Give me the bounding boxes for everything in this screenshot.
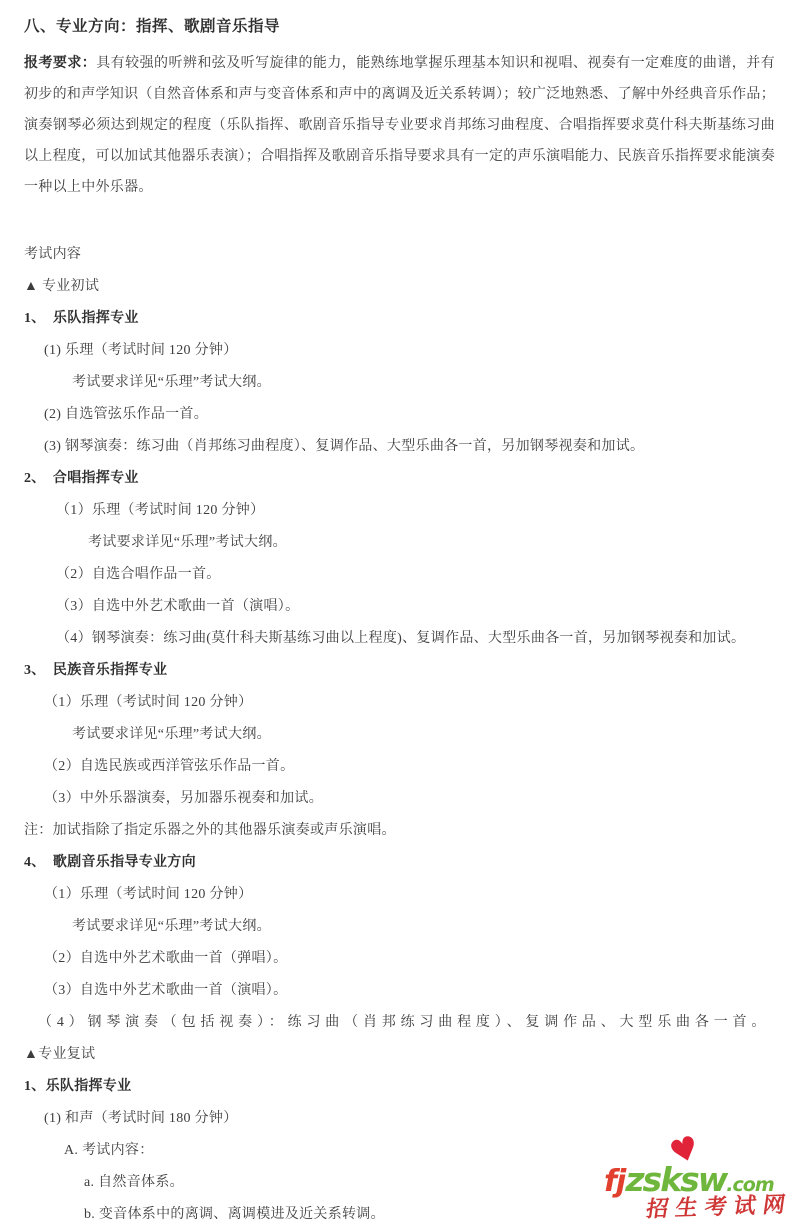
item: A. 考试内容：	[64, 1143, 154, 1158]
item: （2）自选中外艺术歌曲一首（弹唱）。	[44, 951, 288, 966]
heart-icon: ♥	[664, 1127, 704, 1173]
item: (1) 和声（考试时间 180 分钟）	[44, 1111, 238, 1126]
preliminary-exam-heading: ▲ 专业初试	[24, 279, 100, 294]
section-1-heading: 1、 乐队指挥专业	[24, 311, 139, 326]
section-4-heading: 4、 歌剧音乐指导专业方向	[24, 855, 196, 870]
item: （3）中外乐器演奏，另加器乐视奏和加试。	[44, 791, 323, 806]
item: （3）自选中外艺术歌曲一首（演唱）。	[56, 599, 300, 614]
watermark-site-name: 招生考试网	[644, 1191, 795, 1222]
admission-requirements-label: 报考要求：	[24, 56, 97, 71]
item-note: 考试要求详见“乐理”考试大纲。	[88, 535, 287, 550]
watermark-logo-com: .com	[726, 1174, 774, 1196]
document-lines	[24, 239, 775, 1231]
item: （4）钢琴演奏（包括视奏）：练习曲（肖邦练习曲程度）、复调作品、大型乐曲各一首。	[38, 1015, 771, 1030]
item: （1）乐理（考试时间 120 分钟）	[44, 695, 253, 710]
item: b. 变音体系中的离调、离调模进及近关系转调。	[84, 1207, 385, 1222]
item: (1) 乐理（考试时间 120 分钟）	[44, 343, 238, 358]
item: （2）自选合唱作品一首。	[56, 567, 221, 582]
item-note: 考试要求详见“乐理”考试大纲。	[72, 375, 271, 390]
admission-requirements-paragraph	[24, 48, 775, 203]
item-note: 考试要求详见“乐理”考试大纲。	[72, 919, 271, 934]
watermark-logo-zsksw: zsksw	[625, 1160, 727, 1199]
item: （1）乐理（考试时间 120 分钟）	[44, 887, 253, 902]
section-2-heading: 2、 合唱指挥专业	[24, 471, 139, 486]
note-line: 注：加试指除了指定乐器之外的其他器乐演奏或声乐演唱。	[24, 823, 396, 838]
item-note: 考试要求详见“乐理”考试大纲。	[72, 727, 271, 742]
page-title: 八、专业方向：指挥、歌剧音乐指导	[24, 18, 281, 35]
retest-heading: ▲专业复试	[24, 1047, 96, 1062]
item: a. 自然音体系。	[84, 1175, 184, 1190]
section-3-heading: 3、 民族音乐指挥专业	[24, 663, 168, 678]
site-watermark	[604, 1127, 795, 1222]
item: (3) 钢琴演奏：练习曲（肖邦练习曲程度）、复调作品、大型乐曲各一首，另加钢琴视奏和加试。	[44, 439, 645, 454]
item: （2）自选民族或西洋管弦乐作品一首。	[44, 759, 295, 774]
item: （4）钢琴演奏：练习曲(莫什科夫斯基练习曲以上程度)、复调作品、大型乐曲各一首，另加钢琴视奏和加试。	[56, 631, 746, 646]
item: （1）乐理（考试时间 120 分钟）	[56, 503, 265, 518]
item: （3）自选中外艺术歌曲一首（演唱）。	[44, 983, 288, 998]
retest-section-1-heading: 1、乐队指挥专业	[24, 1079, 132, 1094]
exam-content-heading: 考试内容	[24, 247, 82, 262]
item: (2) 自选管弦乐作品一首。	[44, 407, 209, 422]
admission-requirements-text: 具有较强的听辨和弦及听写旋律的能力，能熟练地掌握乐理基本知识和视唱、视奏有一定难度的曲谱，并有初步的和声学知识（自然音体系和声与变音体系和声中的离调及近关系转调）；较广泛地熟悉、了解中外经典音乐作品；演奏钢琴必须达到规定的程度（乐队指挥、歌剧音乐指导专业要求肖邦练习曲程度、合唱指挥要求莫什科夫斯基练习曲以上程度，可以加试其他器乐表演）；合唱指挥及歌剧音乐指导要求具有一定的声乐演唱能力、民族音乐指挥要求能演奏一种以上中外乐器。	[24, 56, 775, 195]
watermark-logo-fj: fj	[604, 1164, 626, 1199]
